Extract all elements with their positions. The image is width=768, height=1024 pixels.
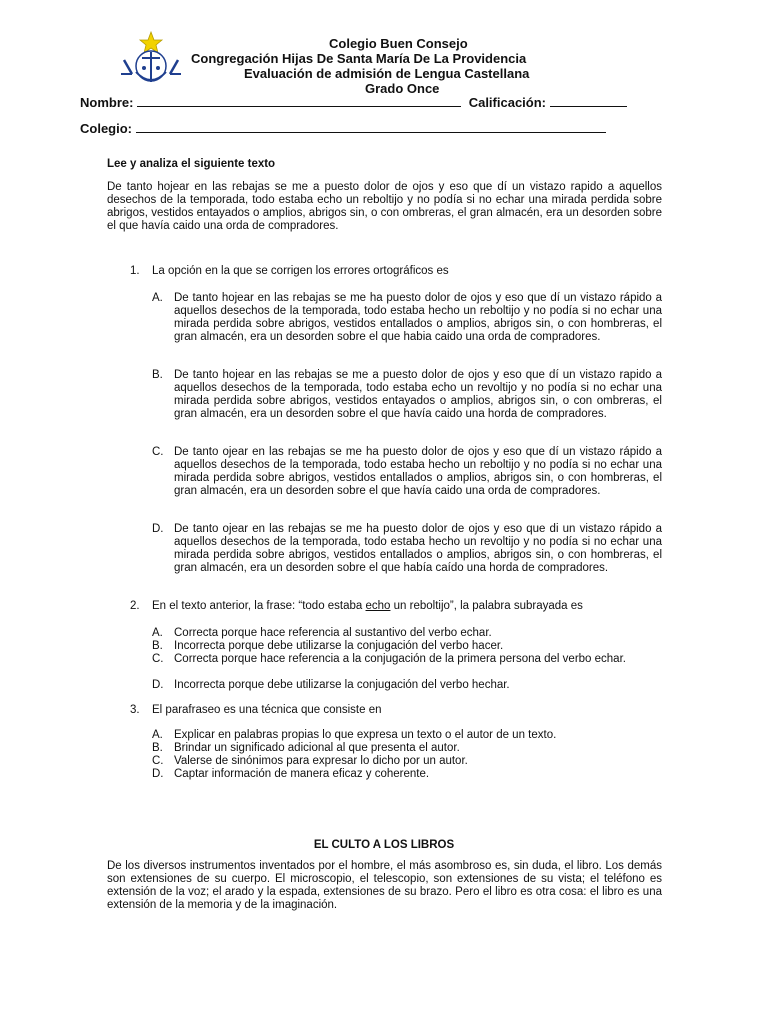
question-3-option-a[interactable] — [152, 729, 662, 742]
option-text: Correcta porque hace referencia al sustantivo del verbo echar. — [174, 627, 492, 639]
option-letter: A. — [152, 627, 163, 639]
option-letter: C. — [152, 653, 164, 665]
option-text: Brindar un significado adicional al que presenta el autor. — [174, 742, 460, 754]
option-text: Incorrecta porque debe utilizarse la conjugación del verbo hechar. — [174, 679, 510, 691]
question-1-option-c[interactable] — [152, 446, 662, 498]
option-text: Valerse de sinónimos para expresar lo dicho por un autor. — [174, 755, 468, 767]
option-letter: B. — [152, 640, 163, 652]
option-letter: B. — [152, 369, 163, 381]
colegio-blank[interactable] — [136, 120, 606, 133]
question-text: El parafraseo es una técnica que consiste en — [152, 704, 382, 716]
option-text: De tanto hojear en las rebajas se me ha puesto dolor de ojos y eso que dí un vistazo rápido a aquellos desechos de la temporada, todo estaba hecho un reboltijo y no podía si no echar una mirada perdida sobre abrigos, vestidos entallados o amplios, abrigos sin, o con hombreras, el gran almacén, era un desorden sobre el que habia caido una orda de compradores. — [174, 292, 662, 343]
underlined-word: echo — [365, 600, 391, 612]
question-number: 3. — [130, 704, 140, 716]
option-text: Captar información de manera eficaz y coherente. — [174, 768, 430, 780]
nombre-blank[interactable] — [137, 94, 461, 107]
question-2-option-a[interactable] — [152, 627, 662, 640]
option-text: De tanto ojear en las rebajas se me ha puesto dolor de ojos y eso que di un vistazo rápido a aquellos desechos de la temporada, todo estaba hecho un revoltijo y no podía si no echar una mirada perdida sobre abrigos, vestidos entallados o amplios, abrigos sin, o con hombreras, el gran almacén, era un desorden sobre el que había caído una horda de compradores. — [174, 523, 662, 574]
question-3-option-b[interactable] — [152, 742, 662, 755]
option-letter: A. — [152, 292, 163, 304]
nombre-label: Nombre: — [80, 95, 134, 110]
colegio-label: Colegio: — [80, 121, 132, 136]
option-text: De tanto ojear en las rebajas se me ha puesto dolor de ojos y eso que dí un vistazo rápido a aquellos desechos de la temporada, todo estaba hecho un reboltijo y no podía si no echar una mirada perdida sobre abrigos, vestidos entallados o amplios, abrigos sin, o con hombreras, el gran almacén, era un desorden sobre el que havía caido una orda de compradores. — [174, 446, 662, 497]
option-letter: D. — [152, 523, 164, 535]
option-text: Incorrecta porque debe utilizarse la conjugación del verbo hacer. — [174, 640, 504, 652]
question-text-before: En el texto anterior, la frase: “todo estaba — [152, 600, 366, 612]
colegio-field-row — [80, 120, 606, 136]
question-3-option-c[interactable] — [152, 755, 662, 768]
instructions-heading: Lee y analiza el siguiente texto — [107, 158, 276, 170]
option-letter: B. — [152, 742, 163, 754]
option-text: De tanto hojear en las rebajas se me a puesto dolor de ojos y eso que dí un vistazo rapido a aquellos desechos de la temporada, todo estaba echo un revoltijo y no podía si no echar una mirada perdida sobre abrigos, vestidos entayados o amplios, abrigos sin, o con ombreras, el gran almacén, era un desorden sobre el que havía caido una horda de compradores. — [174, 369, 662, 420]
question-text — [152, 600, 583, 613]
question-2-option-d[interactable] — [152, 679, 662, 692]
question-1-option-a[interactable] — [152, 292, 662, 344]
header-line-evaluation: Evaluación de admisión de Lengua Castellana — [244, 66, 530, 81]
header-line-school: Colegio Buen Consejo — [329, 36, 468, 51]
question-1-option-b[interactable] — [152, 369, 662, 421]
option-text: Explicar en palabras propias lo que expresa un texto o el autor de un texto. — [174, 729, 557, 741]
question-3-option-d[interactable] — [152, 768, 662, 781]
calificacion-blank[interactable] — [550, 94, 627, 107]
nombre-field-row — [80, 94, 627, 110]
question-1-option-d[interactable] — [152, 523, 662, 575]
question-number: 2. — [130, 600, 140, 612]
question-text-after: un reboltijo”, la palabra subrayada es — [390, 600, 583, 612]
question-2-option-c[interactable] — [152, 653, 662, 666]
question-number: 1. — [130, 265, 140, 277]
question-2-option-b[interactable] — [152, 640, 662, 653]
header-line-congregation: Congregación Hijas De Santa María De La Providencia — [191, 51, 527, 66]
option-letter: D. — [152, 679, 164, 691]
section-text: De los diversos instrumentos inventados por el hombre, el más asombroso es, sin duda, el libro. Los demás son extensiones de su cuerpo. El microscopio, el telescopio, son extensiones de su vista; el teléfono es extensión de la voz; el arado y la espada, extensiones de su brazo. Pero el libro es otra cosa: el libro es una extensión de la memoria y de la imaginación. — [107, 860, 662, 911]
header-line-grade: Grado Once — [365, 81, 440, 96]
school-crest-logo — [118, 30, 184, 86]
option-letter: C. — [152, 755, 164, 767]
passage-text: De tanto hojear en las rebajas se me a puesto dolor de ojos y eso que dí un vistazo rapido a aquellos desechos de la temporada, todo estaba echo un reboltijo y no podía si no echar una mirada perdida sobre abrigos, vestidos entayados o amplios, abrigos sin, o con ombreras, el gran almacén, era un desorden sobre el que havía caido una orda de compradores. — [107, 181, 662, 232]
option-text: Correcta porque hace referencia a la conjugación de la primera persona del verbo echar. — [174, 653, 626, 665]
option-letter: D. — [152, 768, 164, 780]
question-text: La opción en la que se corrigen los errores ortográficos es — [152, 265, 449, 277]
option-letter: A. — [152, 729, 163, 741]
option-letter: C. — [152, 446, 164, 458]
calificacion-label: Calificación: — [468, 95, 546, 110]
section-title: EL CULTO A LOS LIBROS — [313, 839, 455, 851]
